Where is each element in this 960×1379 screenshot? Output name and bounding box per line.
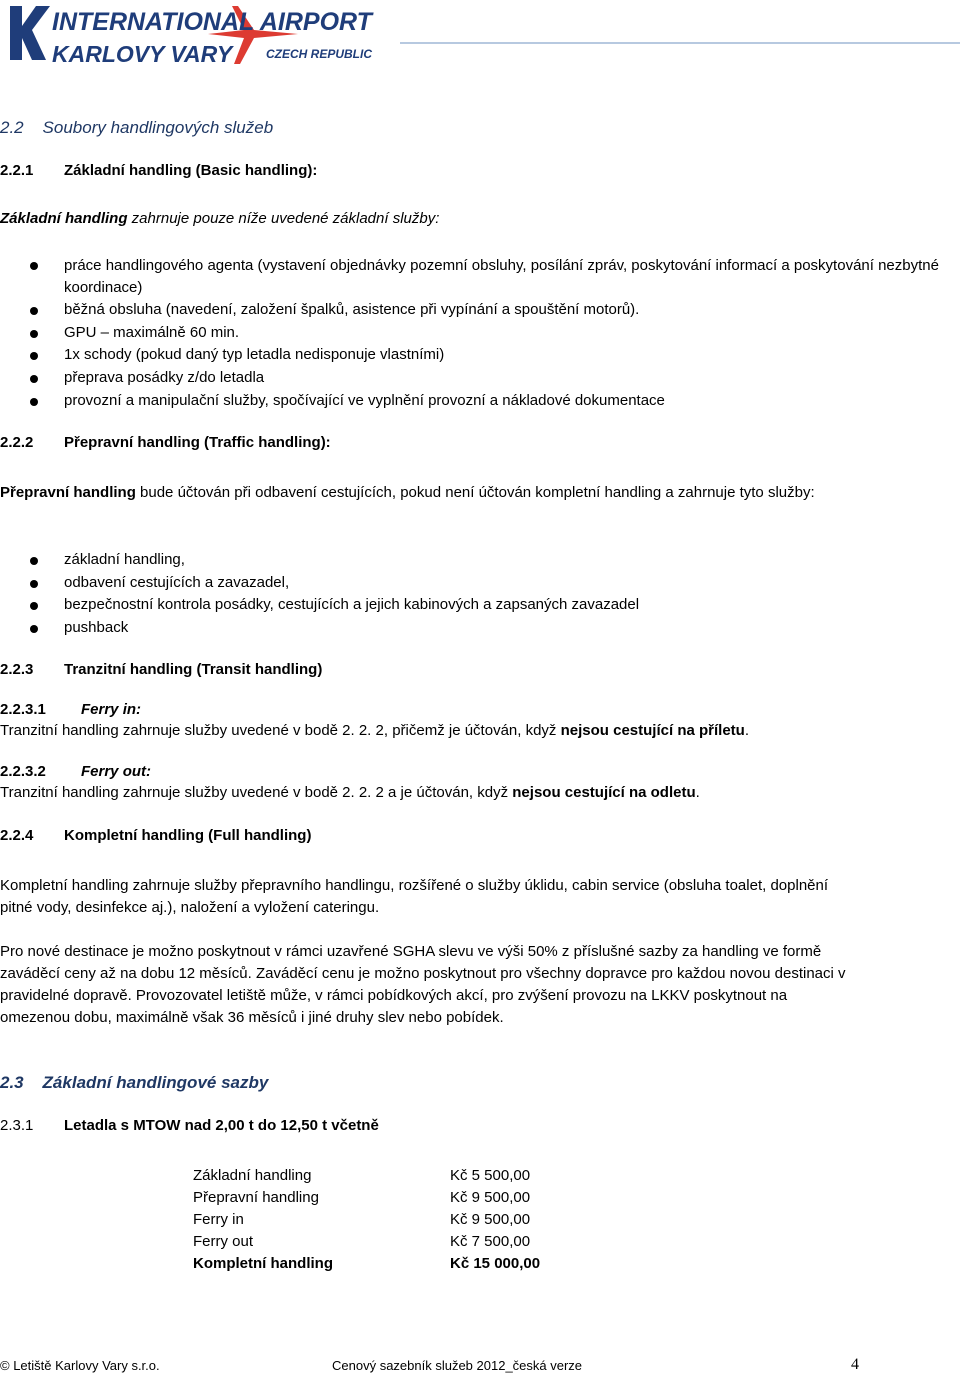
section-2-2-3-1-title: Ferry in: [81,701,142,718]
section-2-2-2-title: Přepravní handling (Traffic handling): [64,434,331,451]
footer-page-number: 4 [851,1356,859,1373]
table-row [193,1165,613,1187]
rate-price: Kč 7 500,00 [450,1233,531,1250]
section-2-2-heading [0,118,273,138]
rate-price: Kč 9 500,00 [450,1189,531,1206]
list-item: bezpečnostní kontrola posádky, cestujících a jejich kabinových a zapsaných zavazadel [64,596,640,613]
rate-price: Kč 5 500,00 [450,1167,531,1184]
bullet-icon [30,602,38,610]
bullet-icon [30,307,38,315]
bullet-icon [30,352,38,360]
table-row [193,1209,613,1231]
footer-document-title: Cenový sazebník služeb 2012_česká verze [332,1358,583,1373]
list-item: GPU – maximálně 60 min. [64,324,240,341]
ferry-out-text-end: . [695,784,700,801]
traffic-intro [0,482,955,504]
table-row [193,1231,613,1253]
rate-name: Základní handling [193,1167,312,1184]
list-item: základní handling, [64,551,185,568]
full-paragraph-2: Pro nové destinace je možno poskytnout v rámci uzavřené SGHA slevu ve výši 50% z příslušné sazby za handling ve formě zaváděcí ceny až na dobu 12 měsíců. Zaváděcí cenu je možno poskytnout pro všechny dopravce pro každou novou destinaci v pravidelné dopravě. Provozovatel letiště může, v rámci pobídkových akcí, pro zvýšení provozu na LKKV poskytnout na omezenou dobu, maximálně však 36 měsíců i jiné druhy slev nebo pobídek. [0,943,846,1026]
table-row [193,1187,613,1209]
bullet-icon [30,580,38,588]
section-title: Soubory handlingových služeb [42,118,274,137]
bullet-icon [30,557,38,565]
section-2-2-3-title: Tranzitní handling (Transit handling) [64,661,323,678]
bullet-icon [30,262,38,270]
section-2-3-heading [0,1073,268,1093]
section-2-2-1-title: Základní handling (Basic handling): [64,162,318,179]
svg-text:INTERNATIONAL AIRPORT: INTERNATIONAL AIRPORT [52,8,372,36]
basic-intro [0,210,439,227]
header-divider [400,42,960,44]
svg-text:KARLOVY VARY: KARLOVY VARY [52,41,233,67]
ferry-out-text [0,784,700,801]
table-row [193,1253,613,1275]
section-2-2-3-2-title: Ferry out: [81,763,152,780]
section-2-2-3-number: 2.2.3 [0,661,34,678]
rate-price: Kč 15 000,00 [450,1255,541,1272]
ferry-in-text-bold: nejsou cestující na příletu [560,722,745,739]
section-2-2-3-2-number: 2.2.3.2 [0,763,46,780]
list-item: přeprava posádky z/do letadla [64,369,265,386]
bullet-icon [30,625,38,633]
rate-price: Kč 9 500,00 [450,1211,531,1228]
ferry-out-text-body: Tranzitní handling zahrnuje služby uvedené v bodě 2. 2. 2 a je účtován, když [0,784,513,801]
section-2-3-1-title: Letadla s MTOW nad 2,00 t do 12,50 t včetně [64,1117,379,1134]
section-2-2-4-title: Kompletní handling (Full handling) [64,827,312,844]
basic-intro-bold: Základní handling [0,210,128,227]
footer-copyright: © Letiště Karlovy Vary s.r.o. [0,1358,160,1373]
rate-name: Přepravní handling [193,1189,319,1206]
list-item: odbavení cestujících a zavazadel, [64,574,290,591]
full-paragraph-1: Kompletní handling zahrnuje služby přepravního handlingu, rozšířené o služby úklidu, cabin service (obsluha toalet, doplnění pitné vody, desinfekce aj.), naložení a vyložení cateringu. [0,877,829,916]
ferry-in-text [0,722,749,739]
rate-name: Ferry out [193,1233,254,1250]
list-item: 1x schody (pokud daný typ letadla nedisponuje vlastními) [64,346,445,363]
section-2-2-1-number: 2.2.1 [0,162,34,179]
section-2-3-1-number: 2.3.1 [0,1117,34,1134]
ferry-in-text-end: . [744,722,749,739]
list-item: běžná obsluha (navedení, založení špalků, asistence při vypínání a spouštění motorů). [64,301,640,318]
bullet-icon [30,330,38,338]
ferry-out-text-bold: nejsou cestující na odletu [512,784,696,801]
section-number: 2.2 [0,118,24,137]
section-2-2-4-number: 2.2.4 [0,827,34,844]
bullet-icon [30,375,38,383]
list-item: práce handlingového agenta (vystavení objednávky pozemní obsluhy, posílání zpráv, poskytování informací a poskytování nezbytné koordinace) [64,257,939,296]
airport-logo [8,4,378,70]
list-item: pushback [64,619,129,636]
rate-name: Kompletní handling [193,1255,333,1272]
section-2-2-2-number: 2.2.2 [0,434,34,451]
rate-name: Ferry in [193,1211,244,1228]
section-title: Základní handlingové sazby [42,1073,269,1092]
basic-intro-rest: zahrnuje pouze níže uvedené základní služby: [127,210,440,227]
bullet-icon [30,398,38,406]
section-2-2-3-1-number: 2.2.3.1 [0,701,46,718]
section-number: 2.3 [0,1073,24,1092]
traffic-intro-rest: bude účtován při odbavení cestujících, pokud není účtován kompletní handling a zahrnuje tyto služby: [135,484,815,501]
svg-text:CZECH REPUBLIC: CZECH REPUBLIC [266,47,373,61]
traffic-intro-bold: Přepravní handling [0,484,136,501]
list-item: provozní a manipulační služby, spočívající ve vyplnění provozní a nákladové dokumentace [64,392,665,409]
ferry-in-text-body: Tranzitní handling zahrnuje služby uvedené v bodě 2. 2. 2, přičemž je účtován, když [0,722,561,739]
airport-logo-graphic [8,4,378,70]
